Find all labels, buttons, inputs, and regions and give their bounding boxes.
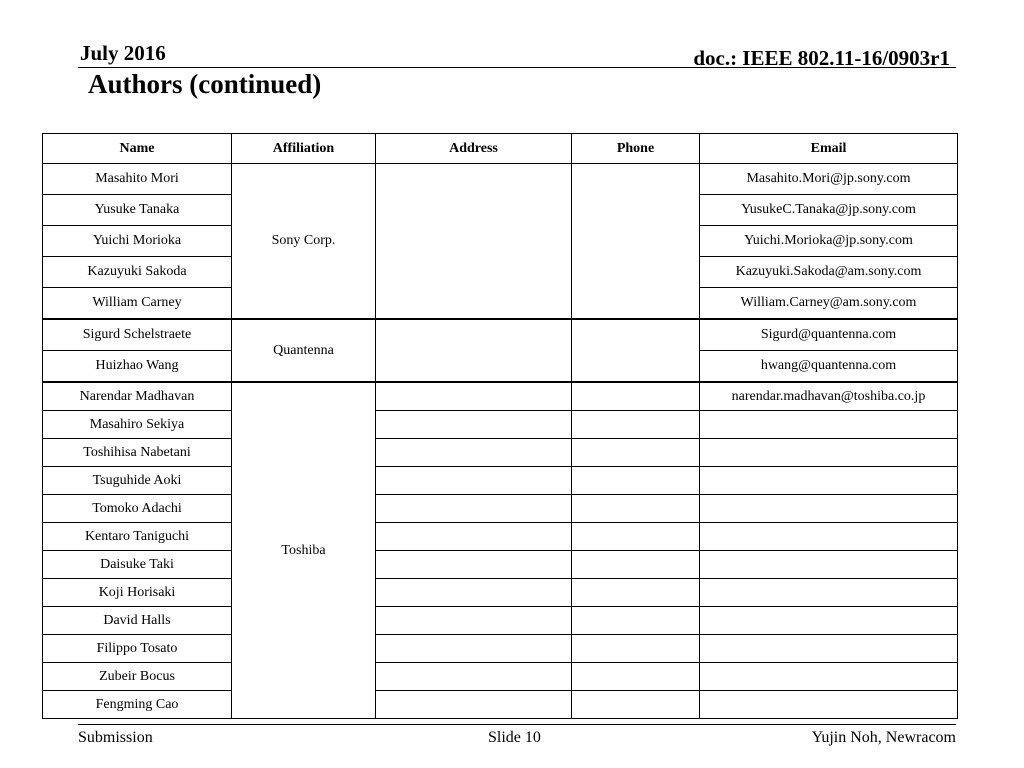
author-name: Tsuguhide Aoki	[43, 467, 232, 495]
author-email	[700, 635, 958, 663]
author-name: Sigurd Schelstraete	[43, 319, 232, 351]
table-row	[43, 495, 958, 523]
address-cell	[376, 164, 572, 320]
column-header-phone: Phone	[572, 134, 700, 164]
footer-author: Yujin Noh, Newracom	[811, 729, 956, 746]
author-name: Kentaro Taniguchi	[43, 523, 232, 551]
address-cell	[376, 551, 572, 579]
affiliation-cell: Sony Corp.	[232, 164, 376, 320]
phone-cell	[572, 691, 700, 719]
table-row	[43, 164, 958, 195]
table-row	[43, 523, 958, 551]
phone-cell	[572, 439, 700, 467]
table-row	[43, 691, 958, 719]
phone-cell	[572, 411, 700, 439]
column-header-name: Name	[43, 134, 232, 164]
footer-slide-number: Slide 10	[488, 729, 541, 746]
author-email	[700, 691, 958, 719]
author-email: YusukeC.Tanaka@jp.sony.com	[700, 195, 958, 226]
address-cell	[376, 523, 572, 551]
author-email: William.Carney@am.sony.com	[700, 288, 958, 320]
address-cell	[376, 439, 572, 467]
author-email	[700, 439, 958, 467]
author-name: Huizhao Wang	[43, 351, 232, 383]
author-email: narendar.madhavan@toshiba.co.jp	[700, 382, 958, 411]
author-email: Yuichi.Morioka@jp.sony.com	[700, 226, 958, 257]
author-name: Koji Horisaki	[43, 579, 232, 607]
header-doc-id: doc.: IEEE 802.11-16/0903r1	[693, 46, 950, 70]
phone-cell	[572, 382, 700, 411]
footer-submission: Submission	[78, 729, 153, 746]
author-email	[700, 411, 958, 439]
address-cell	[376, 579, 572, 607]
slide-title: Authors (continued)	[88, 69, 322, 99]
column-header-email: Email	[700, 134, 958, 164]
author-email	[700, 579, 958, 607]
author-name: Narendar Madhavan	[43, 382, 232, 411]
table-row	[43, 382, 958, 411]
affiliation-cell: Toshiba	[232, 382, 376, 719]
footer-divider	[78, 724, 956, 725]
author-name: Daisuke Taki	[43, 551, 232, 579]
address-cell	[376, 382, 572, 411]
phone-cell	[572, 495, 700, 523]
column-header-affiliation: Affiliation	[232, 134, 376, 164]
author-email: hwang@quantenna.com	[700, 351, 958, 383]
author-email: Masahito.Mori@jp.sony.com	[700, 164, 958, 195]
author-email	[700, 467, 958, 495]
author-name: Masahiro Sekiya	[43, 411, 232, 439]
table-row	[43, 411, 958, 439]
phone-cell	[572, 663, 700, 691]
phone-cell	[572, 579, 700, 607]
author-name: Kazuyuki Sakoda	[43, 257, 232, 288]
phone-cell	[572, 551, 700, 579]
phone-cell	[572, 635, 700, 663]
phone-cell	[572, 319, 700, 382]
header-date: July 2016	[80, 41, 166, 65]
author-name: David Halls	[43, 607, 232, 635]
header-row	[43, 134, 958, 164]
column-header-address: Address	[376, 134, 572, 164]
authors-table-body	[43, 164, 958, 719]
affiliation-cell: Quantenna	[232, 319, 376, 382]
phone-cell	[572, 523, 700, 551]
author-name: Fengming Cao	[43, 691, 232, 719]
author-name: Masahito Mori	[43, 164, 232, 195]
author-email	[700, 523, 958, 551]
author-name: William Carney	[43, 288, 232, 320]
address-cell	[376, 607, 572, 635]
table-row	[43, 319, 958, 351]
author-email	[700, 663, 958, 691]
phone-cell	[572, 467, 700, 495]
table-row	[43, 579, 958, 607]
address-cell	[376, 691, 572, 719]
author-name: Yusuke Tanaka	[43, 195, 232, 226]
address-cell	[376, 467, 572, 495]
table-row	[43, 663, 958, 691]
address-cell	[376, 495, 572, 523]
address-cell	[376, 663, 572, 691]
author-email	[700, 551, 958, 579]
table-row	[43, 467, 958, 495]
author-email: Kazuyuki.Sakoda@am.sony.com	[700, 257, 958, 288]
author-name: Zubeir Bocus	[43, 663, 232, 691]
table-row	[43, 635, 958, 663]
table-row	[43, 551, 958, 579]
phone-cell	[572, 164, 700, 320]
table-row	[43, 607, 958, 635]
authors-table-header	[43, 134, 958, 164]
table-row	[43, 439, 958, 467]
address-cell	[376, 319, 572, 382]
author-email: Sigurd@quantenna.com	[700, 319, 958, 351]
author-email	[700, 495, 958, 523]
author-name: Filippo Tosato	[43, 635, 232, 663]
author-name: Yuichi Morioka	[43, 226, 232, 257]
phone-cell	[572, 607, 700, 635]
author-email	[700, 607, 958, 635]
address-cell	[376, 411, 572, 439]
author-name: Tomoko Adachi	[43, 495, 232, 523]
author-name: Toshihisa Nabetani	[43, 439, 232, 467]
authors-table	[42, 133, 958, 719]
address-cell	[376, 635, 572, 663]
